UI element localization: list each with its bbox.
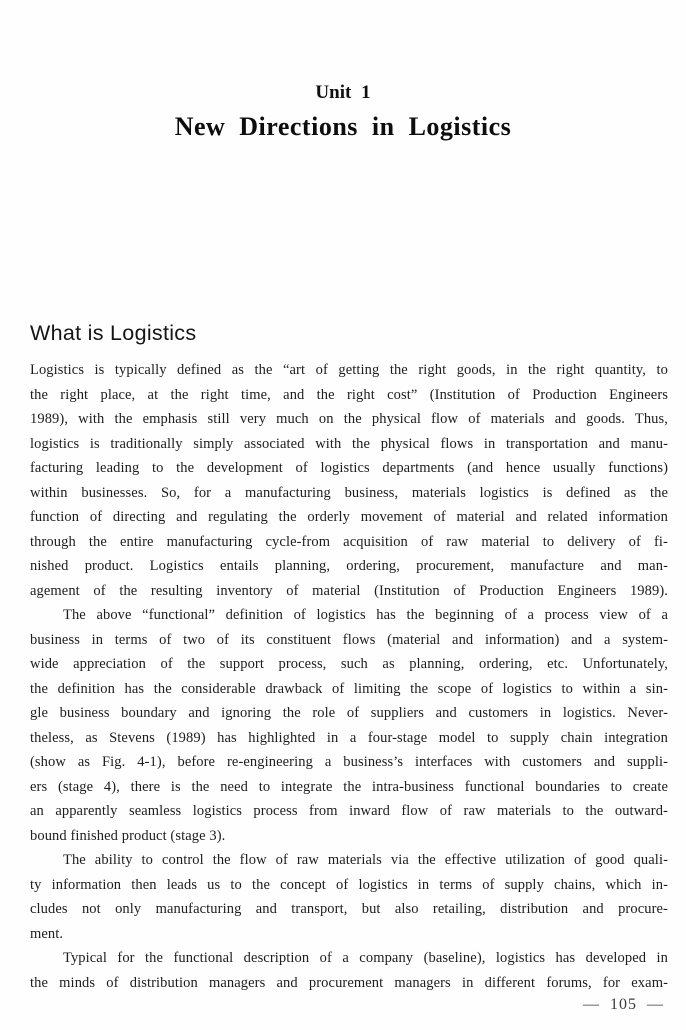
paragraph — [30, 358, 668, 603]
unit-label: Unit 1 — [315, 82, 371, 103]
text-line: bound finished product (stage 3). — [30, 827, 226, 844]
page-number: — 105 — — [583, 996, 664, 1013]
text-line: ment. — [30, 925, 64, 942]
body-text — [30, 358, 668, 995]
text-line: 1989), with the emphasis still very much on the physical flow of materials and goods. Thus, — [30, 411, 668, 427]
text-line: theless, as Stevens (1989) has highlighted in a four-stage model to supply chain integration — [30, 729, 668, 746]
text-line: The above “functional” definition of logistics has the beginning of a process view of a — [63, 607, 668, 623]
text-line: ty information then leads us to the concept of logistics in terms of supply chains, which in- — [30, 876, 668, 893]
page-title: New Directions in Logistics — [174, 112, 512, 141]
text-line: through the entire manufacturing cycle-from acquisition of raw material to delivery of fi- — [30, 533, 668, 550]
text-line: an apparently seamless logistics process from inward flow of raw materials to the outward- — [30, 803, 668, 819]
paragraph — [30, 946, 668, 995]
paragraph — [30, 848, 668, 946]
text-line: ers (stage 4), there is the need to integrate the intra-business functional boundaries to create — [30, 778, 668, 795]
text-line: business in terms of two of its constituent flows (material and information) and a system- — [30, 631, 668, 648]
text-line: facturing leading to the development of logistics departments (and hence usually functions) — [30, 460, 668, 476]
text-line: the definition has the considerable drawback of limiting the scope of logistics to within a sin- — [30, 680, 668, 697]
text-line: Typical for the functional description of a company (baseline), logistics has developed in — [63, 950, 668, 966]
text-line: (show as Fig. 4-1), before re-engineering a business’s interfaces with customers and suppli- — [30, 754, 668, 770]
text-line: gle business boundary and ignoring the role of suppliers and customers in logistics. Never- — [30, 705, 668, 721]
text-line: logistics is traditionally simply associated with the physical flows in transportation and manu- — [30, 435, 668, 452]
text-line: within businesses. So, for a manufacturing business, materials logistics is defined as the — [30, 484, 668, 501]
text-line: the minds of distribution managers and procurement managers in different forums, for exam- — [30, 974, 668, 991]
text-line: nished product. Logistics entails planning, ordering, procurement, manufacture and man- — [30, 558, 668, 574]
text-line: wide appreciation of the support process, such as planning, ordering, etc. Unfortunately, — [30, 656, 668, 672]
section-heading: What is Logistics — [30, 321, 197, 345]
text-line: cludes not only manufacturing and transport, but also retailing, distribution and procure- — [30, 901, 668, 917]
text-line: function of directing and regulating the orderly movement of material and related information — [30, 509, 668, 525]
text-line: Logistics is typically defined as the “art of getting the right goods, in the right quantity, to — [30, 362, 668, 378]
text-line: the right place, at the right time, and the right cost” (Institution of Production Engineers — [30, 386, 668, 403]
paragraph — [30, 603, 668, 848]
text-line: agement of the resulting inventory of material (Institution of Production Engineers 1989). — [30, 582, 668, 599]
text-line: The ability to control the flow of raw materials via the effective utilization of good quali- — [63, 852, 668, 868]
